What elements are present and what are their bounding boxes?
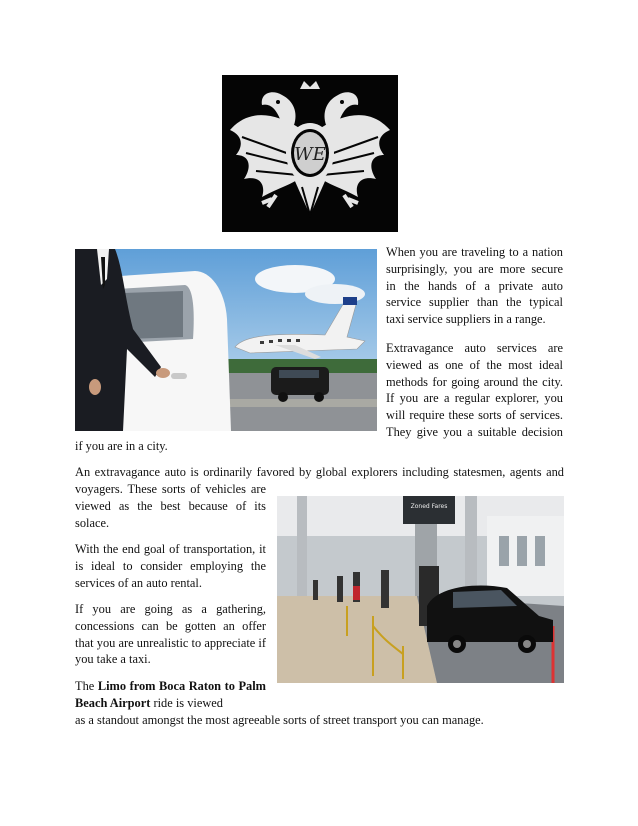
paragraph-continuation xyxy=(75,438,564,455)
paragraph-intro xyxy=(386,244,563,328)
airport-limousine-photo xyxy=(277,496,564,683)
paragraph-transportation xyxy=(75,541,266,591)
paragraph-text: If you are going as a gathering, concessions can be gotten an offer that you are unrealistic to appreciate if you take a taxi. xyxy=(75,602,266,667)
paragraph-explorers-continued xyxy=(75,481,266,531)
airport-sign-text: Zoned Fares xyxy=(410,503,448,510)
logo-monogram: WE xyxy=(294,144,326,165)
paragraph-text: Extravagance auto services are viewed as one of the most ideal methods for going around the city. If you are a regular explorer, you will require these sorts of services. They give you a suitable decision xyxy=(386,341,563,439)
paragraph-text: With the end goal of transportation, it is ideal to consider employing the services of an auto rental. xyxy=(75,542,266,590)
paragraph-text: voyagers. These sorts of vehicles are viewed as the best because of its solace. xyxy=(75,482,266,530)
limousine-jet-photo xyxy=(75,249,377,431)
paragraph-text: if you are in a city. xyxy=(75,439,168,453)
paragraph-gathering xyxy=(75,601,266,668)
paragraph-limo-ride xyxy=(75,678,266,712)
paragraph-text: When you are traveling to a nation surprisingly, you are more secure in the hands of a private auto service supplier than the typical taxi service suppliers in a range. xyxy=(386,245,563,327)
paragraph-text xyxy=(75,678,266,712)
paragraph-extravagance xyxy=(386,340,563,441)
limo-suffix-text: ride is viewed xyxy=(150,695,223,710)
logo-image xyxy=(222,75,398,232)
paragraph-text: An extravagance auto is ordinarily favored by global explorers including statesmen, agents and xyxy=(75,465,564,479)
paragraph-limo-ride-end xyxy=(75,712,564,729)
paragraph-text: as a standout amongst the most agreeable sorts of street transport you can manage. xyxy=(75,713,484,727)
paragraph-explorers-line xyxy=(75,464,564,481)
limo-prefix-text: The xyxy=(75,679,98,693)
limo-route-link-text: Limo from Boca Raton to Palm Beach Airport xyxy=(75,679,266,710)
double-headed-eagle-icon xyxy=(222,75,398,232)
